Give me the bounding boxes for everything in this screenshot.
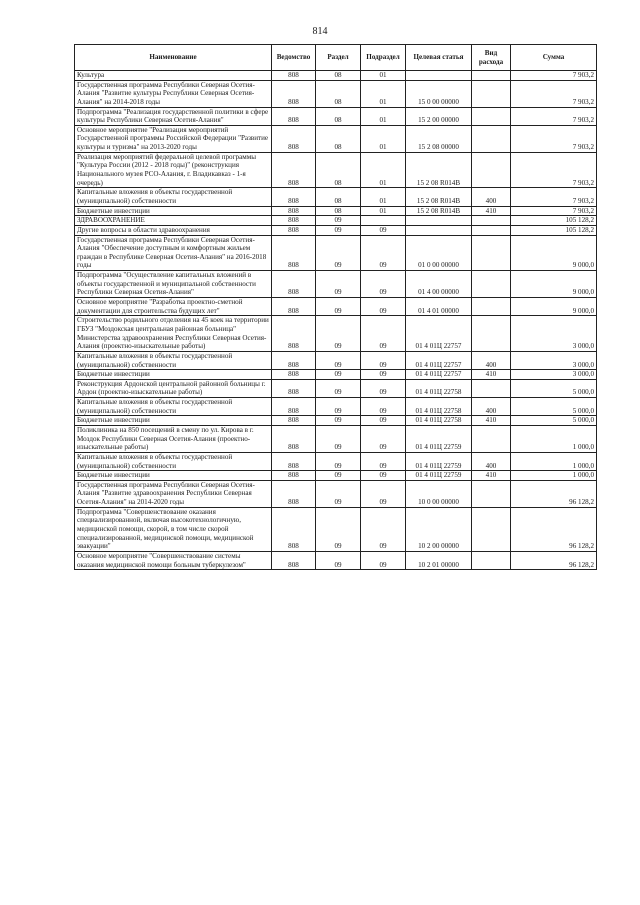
cell-podrazdel: 09	[361, 225, 406, 235]
cell-podrazdel: 09	[361, 298, 406, 316]
cell-razdel: 08	[316, 206, 361, 216]
cell-sum: 96 128,2	[511, 551, 597, 569]
cell-sum: 7 903,2	[511, 206, 597, 216]
cell-podrazdel: 01	[361, 71, 406, 81]
cell-name: Бюджетные инвестиции	[75, 370, 272, 380]
cell-target: 01 4 01Ц 22758	[406, 416, 472, 426]
cell-name: Реализация мероприятий федеральной целевой программы "Культура России (2012 - 2018 годы)" (реконструкция Национального музея РСО-Алания, г. Владикавказ - 1-я очередь)	[75, 152, 272, 188]
table-row	[75, 351, 597, 369]
cell-target: 01 4 01 00000	[406, 298, 472, 316]
cell-vedomstvo: 808	[272, 379, 316, 397]
cell-vid: 410	[472, 370, 511, 380]
cell-razdel: 09	[316, 471, 361, 481]
cell-sum: 9 000,0	[511, 298, 597, 316]
cell-name: Культура	[75, 71, 272, 81]
cell-vedomstvo: 808	[272, 107, 316, 125]
cell-vid	[472, 551, 511, 569]
cell-vedomstvo: 808	[272, 398, 316, 416]
table-row	[75, 370, 597, 380]
cell-sum: 7 903,2	[511, 107, 597, 125]
cell-podrazdel: 09	[361, 398, 406, 416]
cell-vedomstvo: 808	[272, 125, 316, 152]
table-row	[75, 107, 597, 125]
cell-vid	[472, 480, 511, 507]
cell-podrazdel	[361, 216, 406, 226]
cell-sum: 105 128,2	[511, 216, 597, 226]
cell-sum: 7 903,2	[511, 71, 597, 81]
cell-vedomstvo: 808	[272, 507, 316, 551]
cell-name: Подпрограмма "Реализация государственной политики в сфере культуры Республики Северная Осетия-Алания"	[75, 107, 272, 125]
cell-podrazdel: 09	[361, 271, 406, 298]
cell-razdel: 08	[316, 188, 361, 206]
table-row	[75, 206, 597, 216]
cell-name: Основное мероприятие "Совершенствование системы оказания медицинской помощи больным туберкулезом"	[75, 551, 272, 569]
cell-podrazdel: 01	[361, 206, 406, 216]
cell-vedomstvo: 808	[272, 425, 316, 452]
cell-target: 01 4 01Ц 22759	[406, 425, 472, 452]
cell-vid	[472, 298, 511, 316]
cell-razdel: 09	[316, 379, 361, 397]
cell-name: Строительство родильного отделения на 45 коек на территории ГБУЗ "Моздокская центральная районная больница" Министерства здравоохранения Республики Северная Осетия-Алания (проектно-изыскательные работы)	[75, 316, 272, 352]
cell-target: 01 4 01Ц 22759	[406, 452, 472, 470]
cell-sum: 1 000,0	[511, 471, 597, 481]
table-row	[75, 480, 597, 507]
cell-vedomstvo: 808	[272, 80, 316, 107]
cell-sum: 96 128,2	[511, 507, 597, 551]
cell-target: 15 2 00 00000	[406, 107, 472, 125]
cell-vedomstvo: 808	[272, 71, 316, 81]
cell-vedomstvo: 808	[272, 480, 316, 507]
column-header-target: Целевая статья	[406, 45, 472, 71]
cell-sum: 3 000,0	[511, 370, 597, 380]
cell-name: Подпрограмма "Осуществление капитальных вложений в объекты государственной и муниципальной собственности Республики Северная Осетия-Алания"	[75, 271, 272, 298]
table-row	[75, 271, 597, 298]
table-row	[75, 452, 597, 470]
cell-target: 15 0 00 00000	[406, 80, 472, 107]
cell-vid: 400	[472, 188, 511, 206]
cell-name: Капитальные вложения в объекты государственной (муниципальной) собственности	[75, 398, 272, 416]
cell-vid: 410	[472, 471, 511, 481]
cell-razdel: 09	[316, 507, 361, 551]
cell-sum: 7 903,2	[511, 80, 597, 107]
cell-sum: 1 000,0	[511, 452, 597, 470]
cell-vid	[472, 216, 511, 226]
cell-sum: 5 000,0	[511, 379, 597, 397]
cell-podrazdel: 01	[361, 107, 406, 125]
cell-name: Государственная программа Республики Северная Осетия-Алания "Развитие здравоохранения Республики Северная Осетия-Алания" на 2014-2020 годы	[75, 480, 272, 507]
table-row	[75, 152, 597, 188]
cell-vid	[472, 225, 511, 235]
cell-name: ЗДРАВООХРАНЕНИЕ	[75, 216, 272, 226]
cell-vedomstvo: 808	[272, 188, 316, 206]
cell-sum: 1 000,0	[511, 425, 597, 452]
cell-vid	[472, 425, 511, 452]
table-row	[75, 398, 597, 416]
cell-razdel: 09	[316, 398, 361, 416]
cell-target: 15 2 08 R014В	[406, 188, 472, 206]
cell-podrazdel: 09	[361, 507, 406, 551]
cell-vedomstvo: 808	[272, 370, 316, 380]
cell-razdel: 08	[316, 125, 361, 152]
cell-razdel: 09	[316, 351, 361, 369]
cell-razdel: 09	[316, 316, 361, 352]
cell-razdel: 08	[316, 80, 361, 107]
cell-target: 01 0 00 00000	[406, 235, 472, 271]
column-header-vid: Вид расхода	[472, 45, 511, 71]
table-row	[75, 425, 597, 452]
cell-vid	[472, 152, 511, 188]
cell-sum: 96 128,2	[511, 480, 597, 507]
cell-target: 01 4 01Ц 22758	[406, 398, 472, 416]
cell-podrazdel: 09	[361, 471, 406, 481]
cell-target: 01 4 01Ц 22757	[406, 370, 472, 380]
table-row	[75, 235, 597, 271]
cell-podrazdel: 09	[361, 351, 406, 369]
column-header-podrazdel: Подраздел	[361, 45, 406, 71]
cell-podrazdel: 09	[361, 551, 406, 569]
cell-target	[406, 216, 472, 226]
cell-target: 01 4 01Ц 22759	[406, 471, 472, 481]
cell-sum: 7 903,2	[511, 188, 597, 206]
cell-name: Капитальные вложения в объекты государственной (муниципальной) собственности	[75, 351, 272, 369]
cell-sum: 7 903,2	[511, 125, 597, 152]
cell-sum: 3 000,0	[511, 351, 597, 369]
cell-sum: 3 000,0	[511, 316, 597, 352]
table-header-row	[75, 45, 597, 71]
cell-vid	[472, 107, 511, 125]
cell-vid: 410	[472, 416, 511, 426]
table-row	[75, 188, 597, 206]
cell-vid	[472, 71, 511, 81]
cell-razdel: 09	[316, 416, 361, 426]
cell-target: 01 4 01Ц 22757	[406, 316, 472, 352]
cell-vid: 400	[472, 398, 511, 416]
column-header-name: Наименование	[75, 45, 272, 71]
cell-vid: 410	[472, 206, 511, 216]
cell-name: Капитальные вложения в объекты государственной (муниципальной) собственности	[75, 188, 272, 206]
table-row	[75, 80, 597, 107]
cell-vedomstvo: 808	[272, 316, 316, 352]
cell-name: Другие вопросы в области здравоохранения	[75, 225, 272, 235]
cell-target: 01 4 01Ц 22757	[406, 351, 472, 369]
cell-vedomstvo: 808	[272, 452, 316, 470]
cell-sum: 9 000,0	[511, 271, 597, 298]
cell-podrazdel: 01	[361, 80, 406, 107]
cell-vid: 400	[472, 452, 511, 470]
cell-name: Бюджетные инвестиции	[75, 206, 272, 216]
table-body	[75, 71, 597, 570]
table-row	[75, 416, 597, 426]
cell-sum: 5 000,0	[511, 398, 597, 416]
cell-podrazdel: 09	[361, 235, 406, 271]
cell-podrazdel: 01	[361, 152, 406, 188]
cell-name: Бюджетные инвестиции	[75, 416, 272, 426]
cell-vedomstvo: 808	[272, 416, 316, 426]
cell-vid	[472, 125, 511, 152]
column-header-sum: Сумма	[511, 45, 597, 71]
table-row	[75, 379, 597, 397]
cell-vedomstvo: 808	[272, 271, 316, 298]
cell-razdel: 08	[316, 71, 361, 81]
cell-vedomstvo: 808	[272, 298, 316, 316]
cell-name: Реконструкция Ардонской центральной районной больницы г. Ардон (проектно-изыскательные работы)	[75, 379, 272, 397]
cell-podrazdel: 09	[361, 425, 406, 452]
cell-vid	[472, 235, 511, 271]
column-header-vedomstvo: Ведомство	[272, 45, 316, 71]
cell-podrazdel: 01	[361, 188, 406, 206]
cell-razdel: 08	[316, 107, 361, 125]
cell-vedomstvo: 808	[272, 551, 316, 569]
cell-podrazdel: 09	[361, 370, 406, 380]
cell-razdel: 09	[316, 216, 361, 226]
cell-razdel: 09	[316, 271, 361, 298]
cell-razdel: 09	[316, 551, 361, 569]
cell-name: Бюджетные инвестиции	[75, 471, 272, 481]
cell-target: 10 0 00 00000	[406, 480, 472, 507]
cell-name: Основное мероприятие "Реализация мероприятий Государственной программы Российской Федерации "Развитие культуры и туризма" на 2013-2020 годы	[75, 125, 272, 152]
table-row	[75, 551, 597, 569]
cell-razdel: 09	[316, 235, 361, 271]
cell-podrazdel: 09	[361, 416, 406, 426]
table-row	[75, 125, 597, 152]
cell-target: 15 2 08 R014В	[406, 152, 472, 188]
cell-target: 10 2 00 00000	[406, 507, 472, 551]
cell-razdel: 09	[316, 225, 361, 235]
cell-vid	[472, 379, 511, 397]
cell-vedomstvo: 808	[272, 225, 316, 235]
cell-sum: 5 000,0	[511, 416, 597, 426]
cell-podrazdel: 09	[361, 379, 406, 397]
cell-sum: 7 903,2	[511, 152, 597, 188]
cell-vedomstvo: 808	[272, 351, 316, 369]
cell-vid	[472, 316, 511, 352]
cell-razdel: 08	[316, 152, 361, 188]
cell-vedomstvo: 808	[272, 235, 316, 271]
cell-vid	[472, 271, 511, 298]
cell-razdel: 09	[316, 480, 361, 507]
cell-podrazdel: 09	[361, 316, 406, 352]
table-row	[75, 471, 597, 481]
cell-vid	[472, 80, 511, 107]
table-row	[75, 216, 597, 226]
table-row	[75, 316, 597, 352]
cell-sum: 9 000,0	[511, 235, 597, 271]
table-row	[75, 298, 597, 316]
cell-target: 15 2 08 00000	[406, 125, 472, 152]
cell-podrazdel: 09	[361, 452, 406, 470]
page-number: 814	[312, 26, 328, 37]
cell-razdel: 09	[316, 425, 361, 452]
cell-target	[406, 225, 472, 235]
cell-name: Государственная программа Республики Северная Осетия-Алания "Развитие культуры Республики Северная Осетия-Алания" на 2014-2018 годы	[75, 80, 272, 107]
cell-name: Капитальные вложения в объекты государственной (муниципальной) собственности	[75, 452, 272, 470]
cell-target	[406, 71, 472, 81]
cell-razdel: 09	[316, 370, 361, 380]
cell-name: Основное мероприятие "Разработка проектно-сметной документации для строительства будущих лет"	[75, 298, 272, 316]
cell-vid: 400	[472, 351, 511, 369]
cell-target: 01 4 00 00000	[406, 271, 472, 298]
table-row	[75, 507, 597, 551]
cell-target: 10 2 01 00000	[406, 551, 472, 569]
cell-vedomstvo: 808	[272, 471, 316, 481]
cell-sum: 105 128,2	[511, 225, 597, 235]
cell-name: Государственная программа Республики Северная Осетия-Алания "Обеспечение доступным и комфортным жильем граждан в Республике Северная Осетия-Алания" на 2016-2018 годы	[75, 235, 272, 271]
cell-name: Подпрограмма "Совершенствование оказания специализированной, включая высокотехнологичную, медицинской помощи, скорой, в том числе скорой специализированной, медицинской помощи, медицинской эвакуации"	[75, 507, 272, 551]
cell-razdel: 09	[316, 452, 361, 470]
cell-target: 15 2 08 R014В	[406, 206, 472, 216]
budget-table	[74, 44, 597, 570]
cell-razdel: 09	[316, 298, 361, 316]
cell-vedomstvo: 808	[272, 216, 316, 226]
cell-podrazdel: 09	[361, 480, 406, 507]
cell-name: Поликлиника на 850 посещений в смену по ул. Кирова в г. Моздок Республики Северная Осетия-Алания (проектно-изыскательные работы)	[75, 425, 272, 452]
cell-vedomstvo: 808	[272, 206, 316, 216]
cell-target: 01 4 01Ц 22758	[406, 379, 472, 397]
cell-vedomstvo: 808	[272, 152, 316, 188]
cell-podrazdel: 01	[361, 125, 406, 152]
column-header-razdel: Раздел	[316, 45, 361, 71]
cell-vid	[472, 507, 511, 551]
table-row	[75, 71, 597, 81]
table-row	[75, 225, 597, 235]
